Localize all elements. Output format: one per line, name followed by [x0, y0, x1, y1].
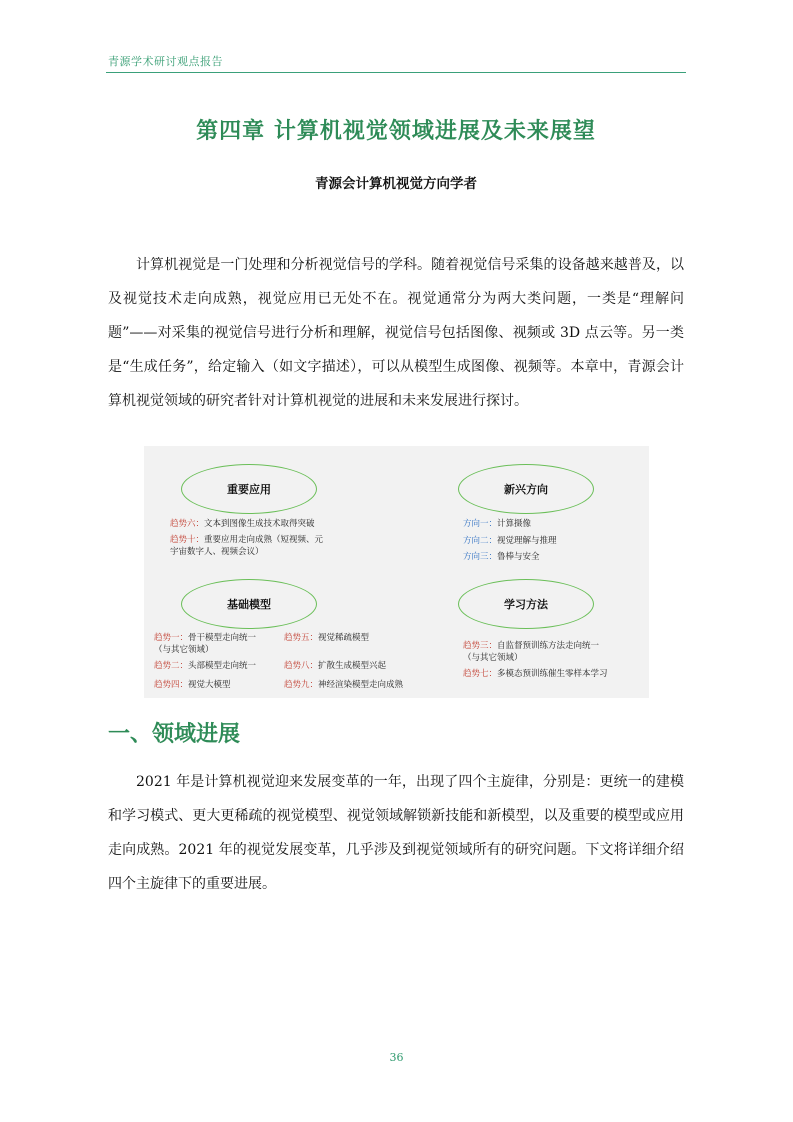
directions-item: 方向二：视觉理解与推理 [463, 536, 557, 546]
apps-item: 趋势六：文本到图像生成技术取得突破 [170, 519, 315, 529]
models-item: 趋势八：扩散生成模型兴起 [284, 661, 387, 671]
models-item: 趋势五：视觉稀疏模型 [284, 633, 370, 643]
section-paragraph: 2021 年是计算机视觉迎来发展变革的一年，出现了四个主旋律，分别是：更统一的建模和学习模式、更大更稀疏的视觉模型、视觉领域解锁新技能和新模型，以及重要的模型或应用走向成熟。2021 年的视觉发展变革，几乎涉及到视觉领域所有的研究问题。下文将详细介绍四个主旋律下的重要进展。 [108, 774, 684, 892]
apps-oval: 重要应用 [181, 464, 317, 514]
models-item: 趋势二：头部模型走向统一 [154, 661, 257, 671]
chapter-title: 第四章 计算机视觉领域进展及未来展望 [196, 119, 596, 144]
directions-item: 方向一：计算摄像 [463, 519, 532, 529]
directions-oval: 新兴方向 [458, 464, 594, 514]
learning-item: 趋势七：多模态预训练催生零样本学习 [463, 669, 608, 679]
section-heading: 一、领域进展 [108, 722, 241, 747]
page-number: 36 [389, 1051, 404, 1064]
models-item: 趋势四：视觉大模型 [154, 680, 231, 690]
models-item: 趋势一：骨干模型走向统一 [154, 633, 257, 643]
cv-trends-figure [144, 446, 649, 698]
learning-item: （与其它领域） [463, 653, 523, 663]
learning-oval: 学习方法 [458, 579, 594, 629]
apps-item: 趋势十：重要应用走向成熟（短视频、元 [170, 535, 324, 545]
models-item: 趋势九：神经渲染模型走向成熟 [284, 680, 404, 690]
running-header: 青源学术研讨观点报告 [108, 55, 223, 68]
intro-paragraph: 计算机视觉是一门处理和分析视觉信号的学科。随着视觉信号采集的设备越来越普及，以及视觉技术走向成熟，视觉应用已无处不在。视觉通常分为两大类问题，一类是“理解问题”——对采集的视觉信号进行分析和理解，视觉信号包括图像、视频或 3D 点云等。另一类是“生成任务”，给定输入（如文字描述），可以从模型生成图像、视频等。本章中，青源会计算机视觉领域的研究者针对计算机视觉的进展和未来发展进行探讨。 [108, 257, 684, 409]
chapter-author: 青源会计算机视觉方向学者 [315, 176, 477, 192]
apps-item: 宇宙数字人、视频会议） [170, 547, 264, 557]
models-oval: 基础模型 [181, 579, 317, 629]
learning-item: 趋势三：自监督预训练方法走向统一 [463, 641, 600, 651]
models-item: （与其它领域） [154, 645, 214, 655]
directions-item: 方向三：鲁棒与安全 [463, 552, 540, 562]
header-divider [106, 72, 686, 73]
